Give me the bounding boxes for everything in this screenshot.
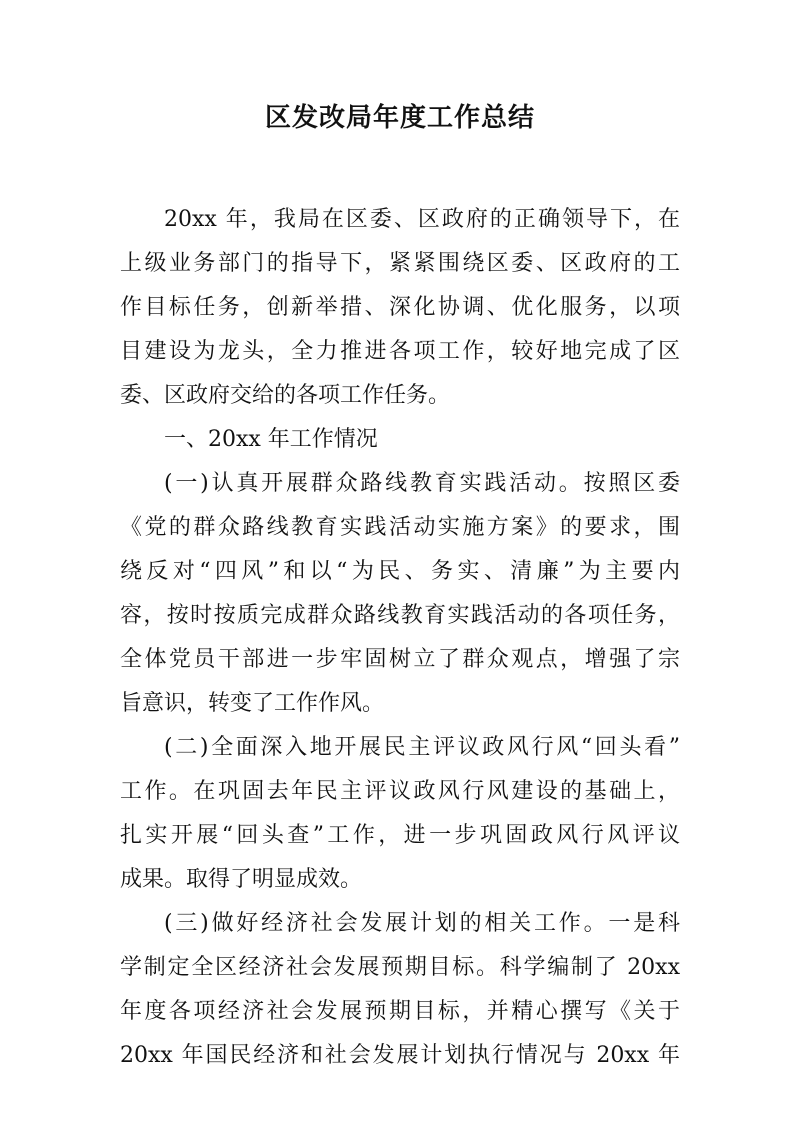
body-line: 成果。取得了明显成效。 [120, 867, 363, 892]
body-line: 学制定全区经济社会发展预期目标。科学编制了 20xx [120, 955, 680, 980]
body-line: 绕反对“四风”和以“为民、务实、清廉”为主要内 [120, 559, 680, 584]
body-line: 全体党员干部进一步牢固树立了群众观点，增强了宗 [120, 647, 680, 672]
body-line: 委、区政府交给的各项工作任务。 [120, 383, 451, 408]
body-line: (一)认真开展群众路线教育实践活动。按照区委 [164, 471, 680, 496]
body-line: 扎实开展“回头查”工作，进一步巩固政风行风评议 [120, 823, 680, 848]
document-title: 区发改局年度工作总结 [264, 103, 535, 133]
body-line: 旨意识，转变了工作作风。 [120, 691, 385, 716]
body-line: 容，按时按质完成群众路线教育实践活动的各项任务， [120, 603, 680, 628]
body-line: 20xx 年，我局在区委、区政府的正确领导下，在 [164, 207, 680, 232]
body-line: (三)做好经济社会发展计划的相关工作。一是科 [164, 911, 680, 936]
body-line: 上级业务部门的指导下，紧紧围绕区委、区政府的工 [120, 251, 680, 276]
body-line: 年度各项经济社会发展预期目标，并精心撰写《关于 [120, 999, 680, 1024]
section-heading: 一、20xx 年工作情况 [164, 427, 378, 452]
body-line: 工作。在巩固去年民主评议政风行风建设的基础上， [120, 779, 680, 804]
body-line: 目建设为龙头，全力推进各项工作，较好地完成了区 [120, 339, 680, 364]
body-line: (二)全面深入地开展民主评议政风行风“回头看” [164, 735, 680, 760]
body-line: 作目标任务，创新举措、深化协调、优化服务，以项 [120, 295, 680, 320]
body-line: 《党的群众路线教育实践活动实施方案》的要求，围 [120, 515, 680, 540]
body-line: 20xx 年国民经济和社会发展计划执行情况与 20xx 年 [120, 1043, 680, 1068]
